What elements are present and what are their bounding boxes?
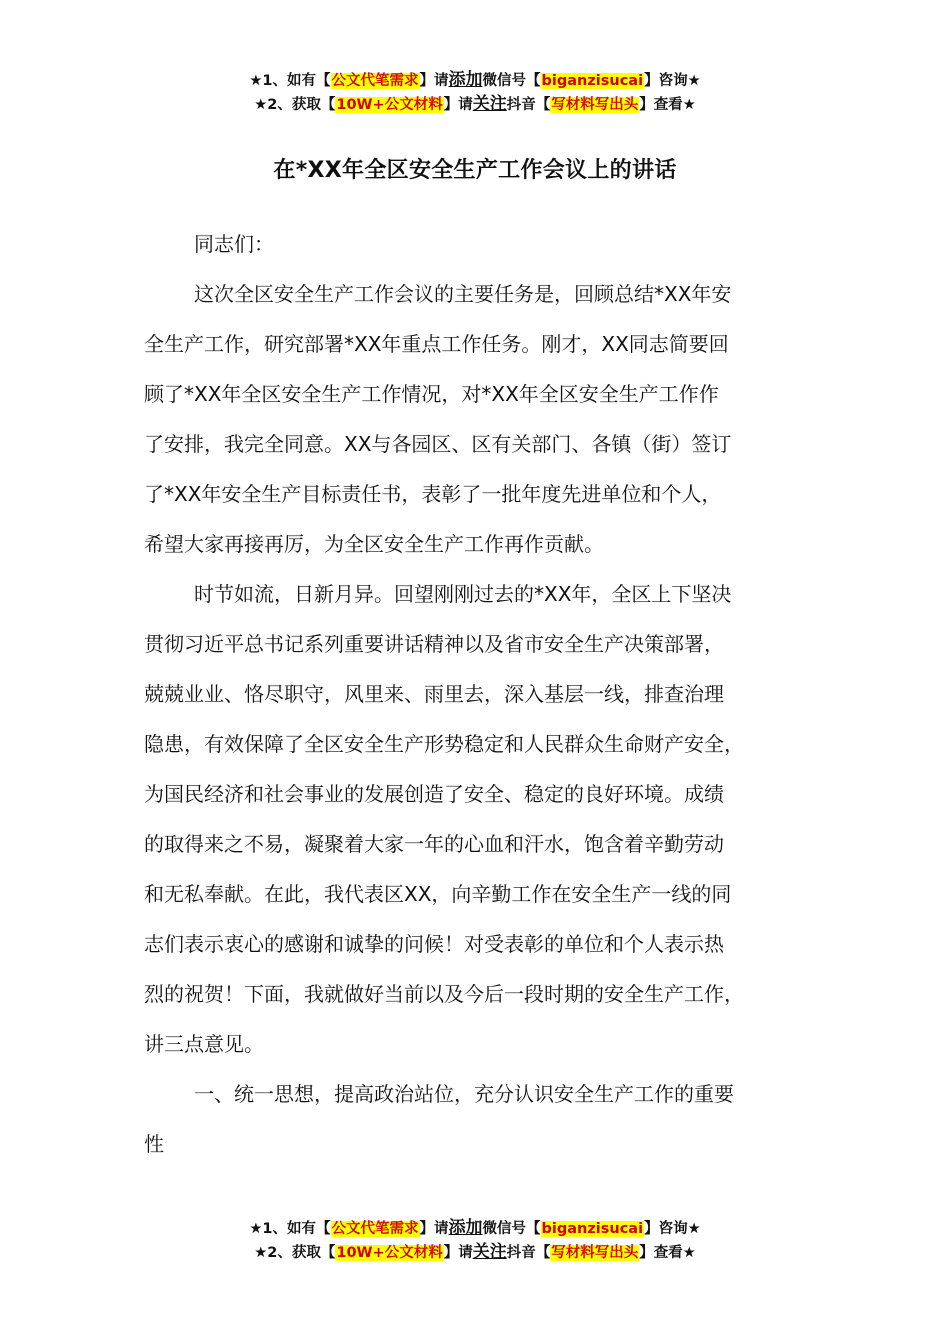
text-line: 为国民经济和社会事业的发展创造了安全、稳定的良好环境。成绩: [144, 782, 724, 806]
banner-emphasis: 关注: [472, 94, 507, 114]
banner-emphasis: 添加: [448, 70, 483, 90]
banner-text: 微信号【: [482, 73, 541, 89]
banner-wechat-id: biganzisucai: [541, 1221, 644, 1237]
text-line: 了*XX年安全生产目标责任书，表彰了一批年度先进单位和个人，: [144, 482, 722, 506]
text-line: 讲三点意见。: [144, 1032, 264, 1056]
banner-text: 】请: [419, 73, 449, 89]
section-heading: 一、统一思想，提高政治站位，充分认识安全生产工作的重要: [194, 1082, 734, 1106]
banner-line-1: [0, 69, 950, 93]
banner-line-2: [0, 93, 950, 117]
text-line: 了安排，我完全同意。XX与各园区、区有关部门、各镇（街）签订: [144, 432, 732, 456]
text-line: 的取得来之不易，凝聚着大家一年的心血和汗水，饱含着辛勤劳动: [144, 832, 724, 856]
banner-text: ★1、如有【: [249, 1221, 331, 1237]
banner-text: 】请: [419, 1221, 449, 1237]
banner-highlight: 10W+公文材料: [336, 97, 443, 113]
banner-text: 】查看★: [639, 1245, 696, 1261]
banner-douyin-id: 写材料写出头: [551, 1245, 639, 1261]
text-line: 这次全区安全生产工作会议的主要任务是，回顾总结*XX年安: [194, 282, 732, 306]
banner-line-2: [0, 1241, 950, 1265]
banner-text: 抖音【: [506, 1245, 551, 1261]
text-line: 顾了*XX年全区安全生产工作情况，对*XX年全区安全生产工作作: [144, 382, 719, 406]
text-line: 隐患，有效保障了全区安全生产形势稳定和人民群众生命财产安全，: [144, 732, 744, 756]
text-line: 和无私奉献。在此，我代表区XX，向辛勤工作在安全生产一线的同: [144, 882, 732, 906]
banner-text: 】请: [443, 1245, 473, 1261]
banner-emphasis: 添加: [448, 1218, 483, 1238]
section-heading-continued: 性: [144, 1132, 164, 1156]
text-line: 兢兢业业、恪尽职守，风里来、雨里去，深入基层一线，排查治理: [144, 682, 724, 706]
text-line: 时节如流，日新月异。回望刚刚过去的*XX年，全区上下坚决: [194, 582, 732, 606]
banner-text: 】查看★: [639, 97, 696, 113]
document-body: [144, 219, 809, 1169]
banner-text: ★1、如有【: [249, 73, 331, 89]
text-line: 贯彻习近平总书记系列重要讲话精神以及省市安全生产决策部署，: [144, 632, 724, 656]
banner-highlight: 10W+公文材料: [336, 1245, 443, 1261]
banner-text: 抖音【: [506, 97, 551, 113]
banner-text: 】咨询★: [644, 1221, 701, 1237]
banner-text: 】咨询★: [644, 73, 701, 89]
banner-text: ★2、获取【: [254, 97, 336, 113]
banner-wechat-id: biganzisucai: [541, 73, 644, 89]
banner-highlight: 公文代笔需求: [331, 1221, 419, 1237]
banner-text: 】请: [443, 97, 473, 113]
text-line: 志们表示衷心的感谢和诚挚的问候！对受表彰的单位和个人表示热: [144, 932, 724, 956]
banner-text: 微信号【: [482, 1221, 541, 1237]
banner-highlight: 公文代笔需求: [331, 73, 419, 89]
footer-banner: [0, 1217, 950, 1265]
text-line: 希望大家再接再厉，为全区安全生产工作再作贡献。: [144, 532, 604, 556]
banner-emphasis: 关注: [472, 1242, 507, 1262]
salutation: 同志们：: [194, 232, 274, 256]
text-line: 烈的祝贺！下面，我就做好当前以及今后一段时期的安全生产工作，: [144, 982, 744, 1006]
header-banner: [0, 69, 950, 117]
banner-line-1: [0, 1217, 950, 1241]
text-line: 全生产工作，研究部署*XX年重点工作任务。刚才，XX同志简要回: [144, 332, 729, 356]
banner-douyin-id: 写材料写出头: [551, 97, 639, 113]
document-title: 在*XX年全区安全生产工作会议上的讲话: [273, 158, 677, 183]
banner-text: ★2、获取【: [254, 1245, 336, 1261]
